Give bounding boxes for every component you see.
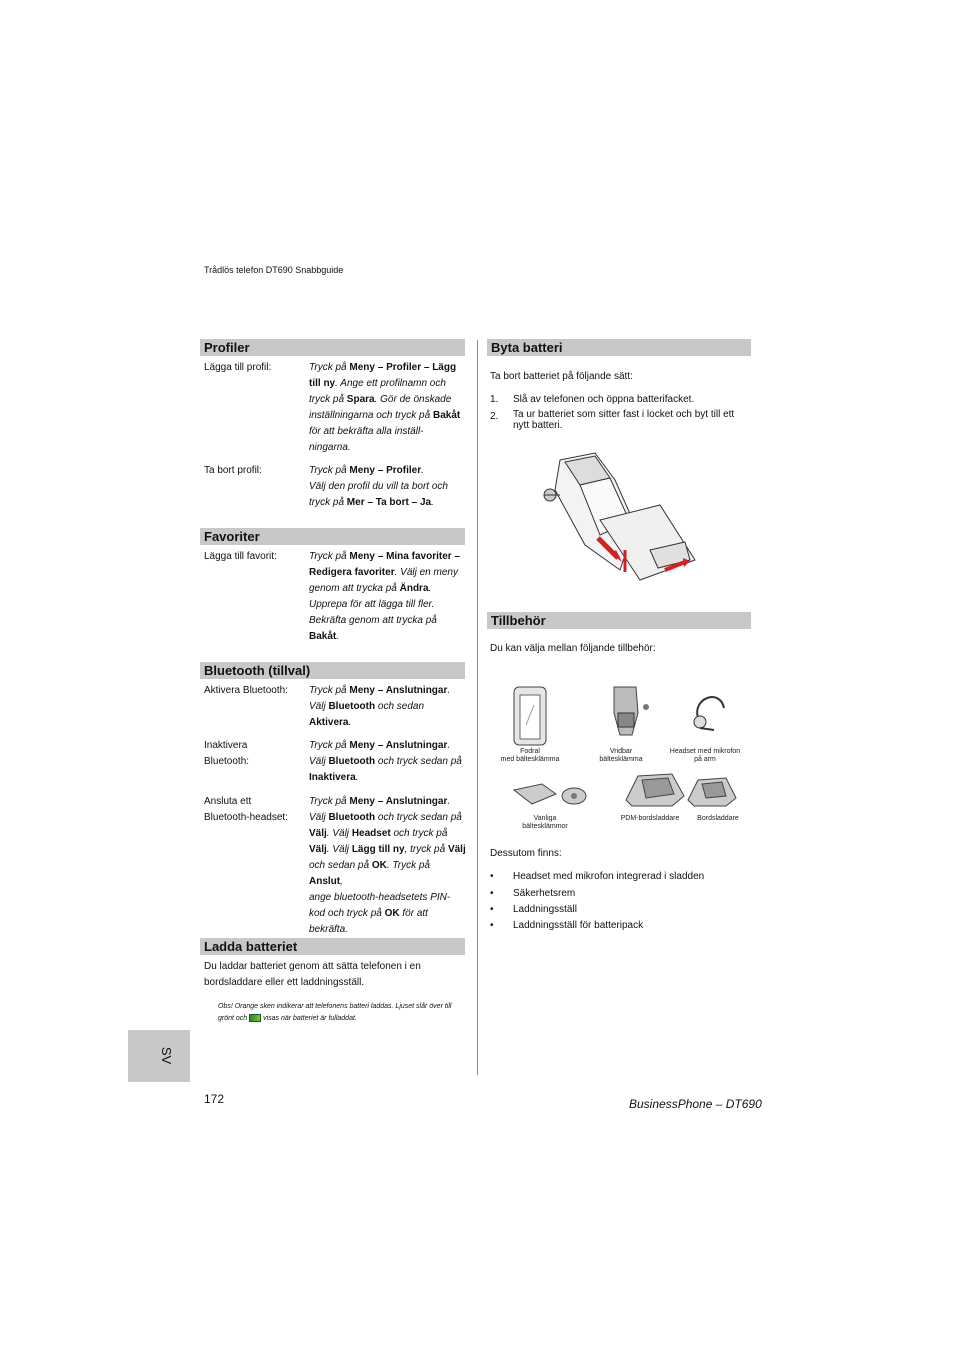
bt-deactivate-text: Tryck på Meny – Anslutningar. Välj Bluetooth och tryck sedan på Inaktivera. [309, 740, 462, 783]
favorite-add-label: Lägga till favorit: [204, 551, 277, 562]
footer-title: BusinessPhone – DT690 [629, 1097, 762, 1111]
page-number: 172 [204, 1092, 225, 1106]
language-tab-label: SV [159, 1046, 175, 1065]
section-profiler: Profiler [200, 339, 465, 356]
battery-replacement-illustration [540, 450, 700, 585]
caption-swivel-clip: Vridbar bältesklämma [599, 748, 643, 763]
ladda-text: Du laddar batteriet genom att sätta telefonen i en bordsladdare eller ett laddningsställ. [204, 961, 421, 988]
headset-icon [690, 688, 730, 734]
section-ladda: Ladda batteriet [200, 938, 465, 955]
profile-add-label: Lägga till profil: [204, 362, 272, 373]
battery-full-icon [249, 1014, 261, 1022]
bt-connect-label: Ansluta ett Bluetooth-headset: [204, 796, 288, 823]
belt-clips-icon [512, 780, 588, 810]
caption-holster: Fodral med bältesklämma [500, 748, 560, 763]
bt-connect-text: Tryck på Meny – Anslutningar. Välj Bluetooth och tryck sedan på Välj. Välj Headset och tryck på Välj. Välj Lägg till ny, tryck på Välj och sedan på OK. Tryck på Anslut, ange bluetooth-headsetets PIN- kod och tryck på OK för att bekräfta. [309, 796, 466, 935]
favorite-add-text: Tryck på Meny – Mina favoriter – Redigera favoriter. Välj en meny genom att trycka på Ändra. Upprepa för att lägga till fler. Bekräfta genom att trycka på Bakåt. [309, 551, 460, 642]
caption-headset: Headset med mikrofon på arm [669, 748, 741, 763]
desktop-chargers-icon [622, 770, 740, 810]
byta-intro: Ta bort batteriet på följande sätt: [490, 371, 633, 382]
holster-icon [512, 685, 548, 747]
caption-desktop-charger: Bordsladdare [697, 815, 739, 822]
profile-remove-text: Tryck på Meny – Profiler. Välj den profil du vill ta bort och tryck på Mer – Ta bort – Ja. [309, 465, 448, 508]
caption-pdm-charger: PDM-bordsladdare [620, 815, 680, 822]
profile-remove-label: Ta bort profil: [204, 465, 262, 476]
column-divider [477, 340, 478, 1075]
bt-deactivate-label: Inaktivera Bluetooth: [204, 740, 250, 767]
section-bluetooth: Bluetooth (tillval) [200, 662, 465, 679]
also-available-label: Dessutom finns: [490, 848, 562, 859]
step-2-text: Ta ur batteriet som sitter fast i locket och byt till ett nytt batteri. [513, 409, 735, 431]
step-1-text: Slå av telefonen och öppna batterifacket. [513, 394, 695, 405]
step-2-number: 2. [490, 411, 499, 422]
caption-belt-clips: Vanliga bältesklämmor [522, 815, 568, 830]
bt-activate-label: Aktivera Bluetooth: [204, 685, 288, 696]
section-favoriter: Favoriter [200, 528, 465, 545]
bt-activate-text: Tryck på Meny – Anslutningar. Välj Bluetooth och sedan Aktivera. [309, 685, 451, 728]
section-byta: Byta batteri [487, 339, 751, 356]
profile-add-text: Tryck på Meny – Profiler – Lägg till ny. Ange ett profilnamn och tryck på Spara. Gör de önskade inställningarna och tryck på Bakåt för att bekräfta alla inställ- ningarna. [309, 362, 461, 453]
running-header: Trådlös telefon DT690 Snabbguide [204, 265, 344, 275]
ladda-note: Obs! Orange sken indikerar att telefonens batteri laddas. Ljuset slår över till grönt och visas när batteriet är fulladdat. [218, 1003, 452, 1022]
step-1-number: 1. [490, 394, 499, 405]
tillbehor-intro: Du kan välja mellan följande tillbehör: [490, 643, 656, 654]
section-tillbehor: Tillbehör [487, 612, 751, 629]
swivel-clip-icon [606, 685, 654, 743]
